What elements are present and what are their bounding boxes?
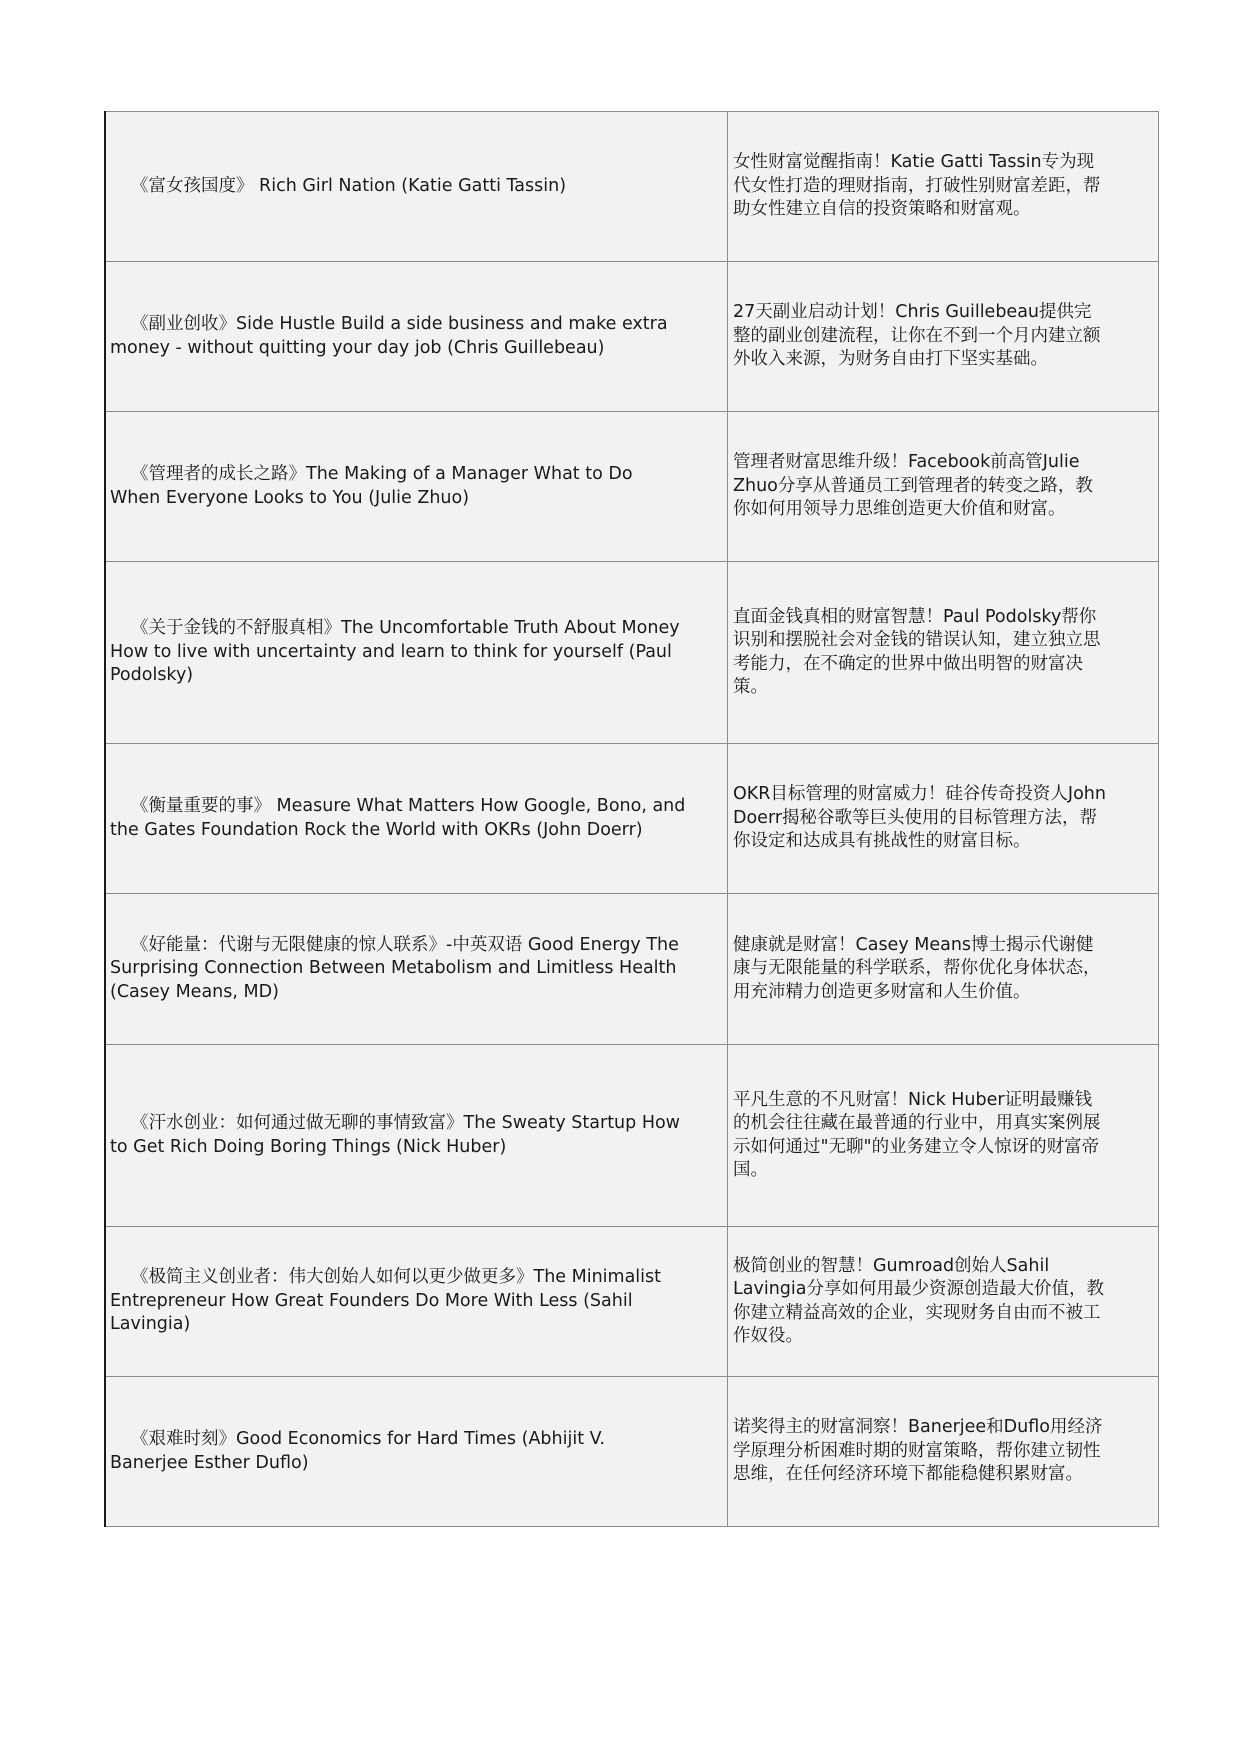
- book-title: 《极简主义创业者：伟大创始人如何以更少做更多》The Minimalist Entrepreneur How Great Founders Do More With Less (Sahil Lavingia): [110, 1267, 661, 1335]
- book-title-cell: [105, 112, 728, 262]
- table-row: [105, 262, 1159, 412]
- book-description: 极简创业的智慧！Gumroad创始人Sahil Lavingia分享如何用最少资源创造最大价值，教你建立精益高效的企业，实现财务自由而不被工作奴役。: [733, 1255, 1104, 1346]
- table-row: [105, 744, 1159, 894]
- book-title-cell: [105, 562, 728, 744]
- book-title: 《艰难时刻》Good Economics for Hard Times (Abhijit V. Banerjee Esther Duflo): [110, 1429, 605, 1473]
- book-description: 直面金钱真相的财富智慧！Paul Podolsky帮你识别和摆脱社会对金钱的错误认知，建立独立思考能力，在不确定的世界中做出明智的财富决策。: [733, 606, 1101, 697]
- book-description-cell: [728, 112, 1159, 262]
- book-title-cell: [105, 894, 728, 1045]
- book-description-cell: [728, 894, 1159, 1045]
- book-description-cell: [728, 262, 1159, 412]
- book-title: 《衡量重要的事》 Measure What Matters How Google, Bono, and the Gates Foundation Rock the World with OKRs (John Doerr): [110, 796, 686, 840]
- book-description-cell: [728, 744, 1159, 894]
- table-row: [105, 562, 1159, 744]
- book-description: 平凡生意的不凡财富！Nick Huber证明最赚钱的机会往往藏在最普通的行业中，用真实案例展示如何通过"无聊"的业务建立令人惊讶的财富帝国。: [733, 1089, 1101, 1180]
- book-title-cell: [105, 1377, 728, 1527]
- book-description-cell: [728, 412, 1159, 562]
- table-row: [105, 412, 1159, 562]
- book-title-cell: [105, 262, 728, 412]
- book-title: 《富女孩国度》 Rich Girl Nation (Katie Gatti Tassin): [131, 175, 567, 196]
- table-row: [105, 894, 1159, 1045]
- book-title-cell: [105, 744, 728, 894]
- book-description: 健康就是财富！Casey Means博士揭示代谢健康与无限能量的科学联系，帮你优化身体状态，用充沛精力创造更多财富和人生价值。: [733, 934, 1101, 1002]
- table-row: [105, 112, 1159, 262]
- book-description: 27天副业启动计划！Chris Guillebeau提供完整的副业创建流程，让你在不到一个月内建立额外收入来源，为财务自由打下坚实基础。: [733, 302, 1101, 370]
- table-row: [105, 1045, 1159, 1227]
- book-description-cell: [728, 1045, 1159, 1227]
- book-title: 《好能量：代谢与无限健康的惊人联系》-中英双语 Good Energy The Surprising Connection Between Metabolism and Limitless Health (Casey Means, MD): [110, 934, 679, 1002]
- book-table: [104, 111, 1159, 1527]
- book-description: 女性财富觉醒指南！Katie Gatti Tassin专为现代女性打造的理财指南，打破性别财富差距，帮助女性建立自信的投资策略和财富观。: [733, 152, 1101, 220]
- book-description: 管理者财富思维升级！Facebook前高管Julie Zhuo分享从普通员工到管理者的转变之路，教你如何用领导力思维创造更大价值和财富。: [733, 452, 1093, 520]
- book-title-cell: [105, 412, 728, 562]
- book-title: 《副业创收》Side Hustle Build a side business and make extra money - without quitting your day job (Chris Guillebeau): [110, 314, 668, 358]
- book-title: 《管理者的成长之路》The Making of a Manager What to Do When Everyone Looks to You (Julie Zhuo): [110, 464, 633, 508]
- book-description-cell: [728, 1227, 1159, 1377]
- table-row: [105, 1377, 1159, 1527]
- book-title: 《关于金钱的不舒服真相》The Uncomfortable Truth About Money How to live with uncertainty and learn to think for yourself (Paul Podolsky): [110, 618, 680, 686]
- book-title-cell: [105, 1227, 728, 1377]
- book-title: 《汗水创业：如何通过做无聊的事情致富》The Sweaty Startup How to Get Rich Doing Boring Things (Nick Huber): [110, 1113, 680, 1157]
- book-description-cell: [728, 1377, 1159, 1527]
- book-description: 诺奖得主的财富洞察！Banerjee和Duflo用经济学原理分析困难时期的财富策略，帮你建立韧性思维，在任何经济环境下都能稳健积累财富。: [733, 1417, 1103, 1485]
- book-description: OKR目标管理的财富威力！硅谷传奇投资人John Doerr揭秘谷歌等巨头使用的目标管理方法，帮你设定和达成具有挑战性的财富目标。: [733, 784, 1106, 852]
- book-title-cell: [105, 1045, 728, 1227]
- book-description-cell: [728, 562, 1159, 744]
- table-row: [105, 1227, 1159, 1377]
